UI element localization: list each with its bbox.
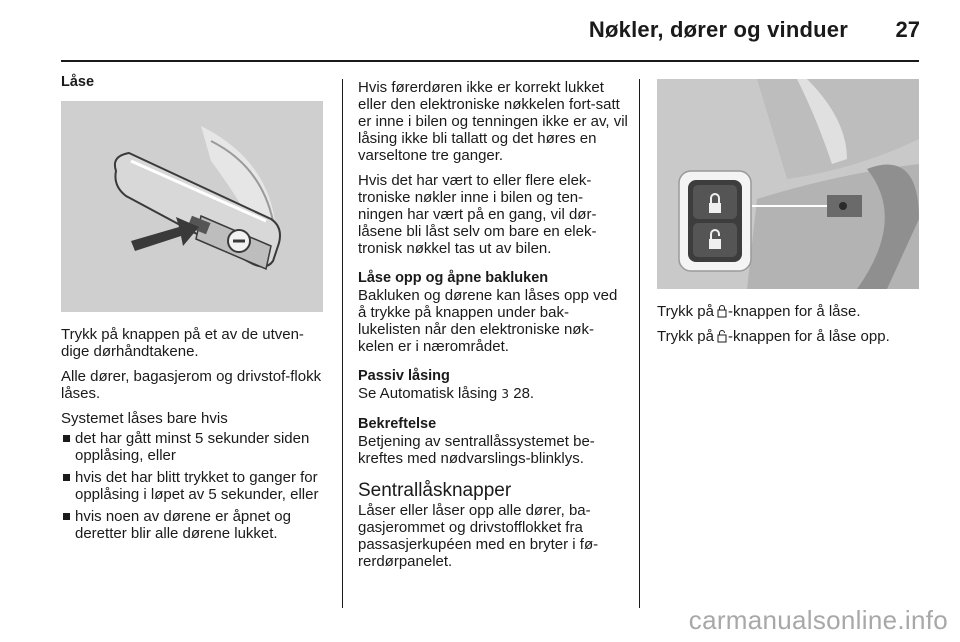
column-divider-2 (639, 79, 640, 608)
heading-confirmation: Bekreftelse (358, 416, 437, 432)
col1-paragraph-3: Systemet låses bare hvis (61, 410, 228, 427)
col1-paragraph-2: Alle dører, bagasjerom og drivstof-flokk låses. (61, 368, 322, 402)
unlock-text-post: -knappen for å låse opp. (727, 328, 890, 345)
heading-central-lock-buttons: Sentrallåsknapper (358, 480, 512, 501)
page-title: Nøkler, dører og vinduer (588, 17, 848, 42)
lock-text-post: -knappen for å låse. (727, 303, 861, 320)
column-3 (657, 79, 922, 345)
column-1 (61, 74, 326, 547)
heading-passive-lock: Passiv låsing (358, 368, 450, 384)
col2-paragraph-central: Låser eller låser opp alle dører, ba-gasjerommet og drivstofflokket fra passasjerkupéen med en bryter i fø-rerdørpanelet. (358, 502, 599, 570)
unlock-text-pre: Trykk på (657, 328, 714, 345)
page-number: 27 (895, 17, 920, 42)
door-handle-illustration (61, 101, 323, 312)
col1-paragraph-1: Trykk på knappen på et av de utven-dige dørhåndtakene. (61, 326, 304, 360)
door-handle-drawing (61, 101, 323, 312)
heading-trunk: Låse opp og åpne bakluken (358, 270, 549, 286)
page-ref-arrow-icon: 3 (501, 387, 510, 401)
heading-lock: Låse (61, 74, 95, 90)
header-rule (61, 60, 919, 62)
list-item: hvis det har blitt trykket to ganger for opplåsing i løpet av 5 sekunder, eller (61, 469, 326, 503)
passive-text: Se Automatisk låsing (358, 385, 498, 402)
condition-list (61, 430, 326, 542)
col2-paragraph-trunk: Bakluken og dørene kan låses opp ved å trykke på knappen under bak-lukelisten når den elektroniske nøk-kelen er i nærområdet. (358, 287, 618, 355)
col2-paragraph-passive (358, 385, 628, 403)
col2-paragraph-confirm: Betjening av sentrallåssystemet be-kreftes med nødvarslings-blinklys. (358, 433, 595, 467)
watermark: carmanualsonline.info (688, 605, 948, 635)
door-panel-photo (657, 79, 919, 289)
passive-page-ref: 28. (513, 385, 535, 402)
lock-text-pre: Trykk på (657, 303, 714, 320)
door-panel-drawing (657, 79, 919, 289)
unlock-icon (717, 329, 727, 343)
col2-paragraph-2: Hvis det har vært to eller flere elek-troniske nøkler inne i bilen og ten-ningen har vært på en gang, vil dør-låsene bli låst selv om bare en elek-tronisk nøkkel tas ut av bilen. (358, 172, 597, 257)
col3-line-unlock (657, 328, 922, 345)
page-header (0, 0, 960, 60)
col2-paragraph-1: Hvis førerdøren ikke er korrekt lukket eller den elektroniske nøkkelen fort-satt er inne i bilen og tenningen ikke er av, vil låsing ikke bli tallatt og det høres en varseltone tre ganger. (358, 79, 628, 164)
col3-line-lock (657, 303, 922, 320)
list-item: det har gått minst 5 sekunder siden opplåsing, eller (61, 430, 326, 464)
list-item: hvis noen av dørene er åpnet og deretter blir alle dørene lukket. (61, 508, 326, 542)
lock-icon (717, 304, 727, 318)
column-divider-1 (342, 79, 343, 608)
column-2 (358, 79, 628, 570)
